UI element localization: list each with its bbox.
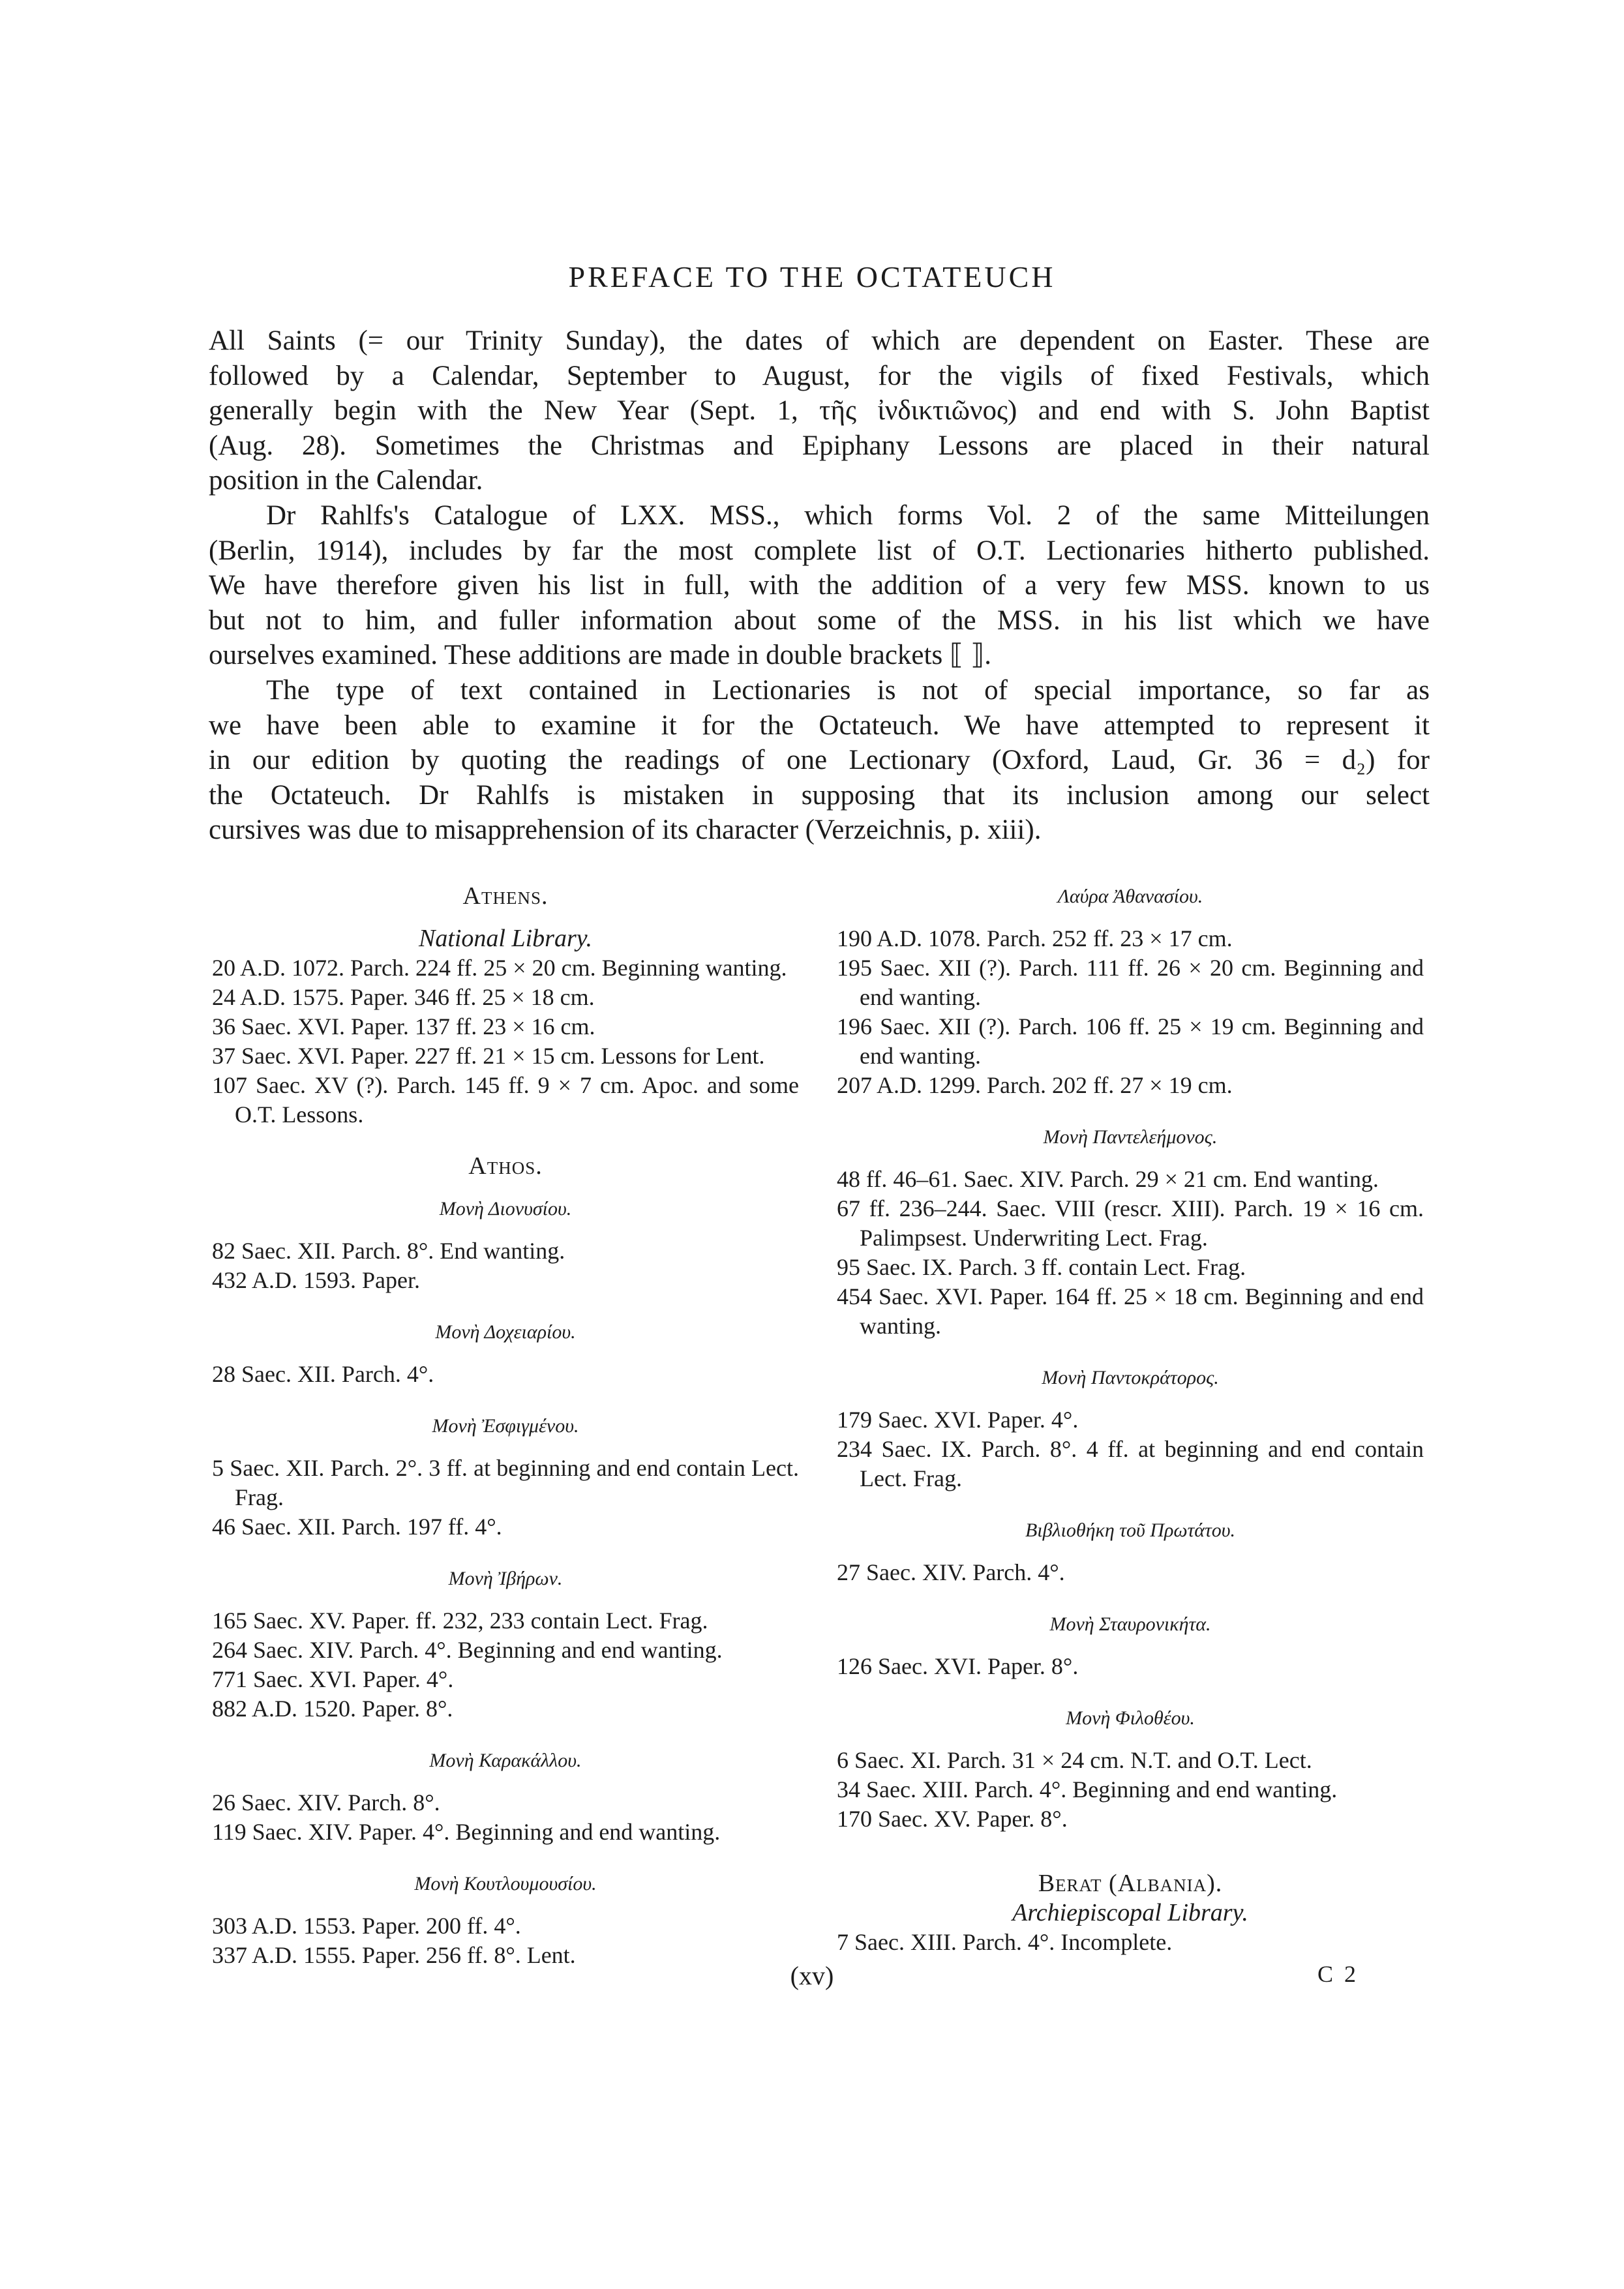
monastery-heading: Μονὴ Ἰβήρων.: [448, 1568, 563, 1589]
monastery-heading: Μονὴ Παντοκράτορος.: [1042, 1367, 1219, 1388]
place-heading-berat: Berat (Albania).: [1038, 1870, 1223, 1897]
ms-entry: 170 Saec. XV. Paper. 8°.: [837, 1806, 1068, 1832]
monastery-heading: Μονὴ Ἐσφιγμένου.: [432, 1415, 579, 1437]
text-line: (Berlin, 1914), includes by far the most complete list of O.T. Lectionaries hitherto published.: [209, 535, 1430, 566]
text-line: we have been able to examine it for the Octateuch. We have attempted to represent it: [209, 710, 1430, 741]
library-heading: National Library.: [418, 925, 593, 952]
signature-mark: C 2: [1317, 1961, 1359, 1987]
text-line: in our edition by quoting the readings of one Lectionary (Oxford, Laud, Gr. 36 = d₂) for: [209, 745, 1430, 776]
ms-entry: 234 Saec. IX. Parch. 8°. 4 ff. at beginning and end contain Lect. Frag.: [837, 1436, 1424, 1491]
ms-entry: 26 Saec. XIV. Parch. 8°.: [212, 1789, 440, 1816]
page-number: (xv): [790, 1961, 834, 1990]
ms-entry: 165 Saec. XV. Paper. ff. 232, 233 contain Lect. Frag.: [212, 1608, 708, 1634]
intro-paragraph-1: [209, 323, 1430, 498]
monastery-heading: Μονὴ Διονυσίου.: [439, 1198, 572, 1219]
ms-entry: 432 A.D. 1593. Paper.: [212, 1267, 420, 1293]
text-line: All Saints (= our Trinity Sunday), the dates of which are dependent on Easter. These are: [209, 325, 1430, 356]
right-column: [837, 882, 1424, 1957]
ms-entry: 454 Saec. XVI. Paper. 164 ff. 25 × 18 cm. Beginning and end wanting.: [837, 1283, 1424, 1339]
ms-entry: 36 Saec. XVI. Paper. 137 ff. 23 × 16 cm.: [212, 1013, 595, 1040]
text-line: generally begin with the New Year (Sept. 1, τῆς ἰνδικτιῶνος) and end with S. John Baptist: [209, 395, 1430, 426]
ms-entry: 27 Saec. XIV. Parch. 4°.: [837, 1559, 1065, 1585]
monastery-heading: Μονὴ Καρακάλλου.: [429, 1750, 582, 1771]
place-heading-athos: Athos.: [468, 1152, 543, 1180]
ms-entry: 6 Saec. XI. Parch. 31 × 24 cm. N.T. and O.T. Lect.: [837, 1747, 1312, 1773]
text-line: cursives was due to misapprehension of its character (Verzeichnis, p. xiii).: [209, 815, 1042, 846]
ms-entry: 303 A.D. 1553. Paper. 200 ff. 4°.: [212, 1913, 521, 1939]
intro-paragraph-2: [209, 498, 1430, 673]
ms-entry: 337 A.D. 1555. Paper. 256 ff. 8°. Lent.: [212, 1942, 576, 1968]
monastery-heading: Μονὴ Κουτλουμουσίου.: [414, 1873, 597, 1894]
text-line: position in the Calendar.: [209, 465, 483, 496]
text-line: We have therefore given his list in full, with the addition of a very few MSS. known to us: [209, 570, 1430, 601]
ms-entry: 82 Saec. XII. Parch. 8°. End wanting.: [212, 1238, 565, 1264]
monastery-heading: Μονὴ Φιλοθέου.: [1066, 1707, 1195, 1729]
ms-entry: 195 Saec. XII (?). Parch. 111 ff. 26 × 20 cm. Beginning and end wanting.: [837, 955, 1424, 1010]
ms-entry: 207 A.D. 1299. Parch. 202 ff. 27 × 19 cm.: [837, 1072, 1233, 1098]
monastery-heading: Λαύρα Ἀθανασίου.: [1057, 886, 1203, 907]
library-heading: Archiepiscopal Library.: [1012, 1899, 1248, 1926]
ms-entry: 196 Saec. XII (?). Parch. 106 ff. 25 × 19 cm. Beginning and end wanting.: [837, 1013, 1424, 1069]
ms-entry: 20 A.D. 1072. Parch. 224 ff. 25 × 20 cm. Beginning wanting.: [212, 955, 787, 981]
ms-entry: 5 Saec. XII. Parch. 2°. 3 ff. at beginning and end contain Lect. Frag.: [212, 1455, 799, 1510]
ms-entry: 264 Saec. XIV. Parch. 4°. Beginning and end wanting.: [212, 1637, 723, 1663]
ms-entry: 882 A.D. 1520. Paper. 8°.: [212, 1696, 453, 1722]
page-title: PREFACE TO THE OCTATEUCH: [568, 260, 1056, 293]
text-line: ourselves examined. These additions are made in double brackets ⟦ ⟧.: [209, 640, 992, 671]
text-line: (Aug. 28). Sometimes the Christmas and Epiphany Lessons are placed in their natural: [209, 430, 1430, 461]
left-column: [212, 882, 799, 1970]
ms-entry: 46 Saec. XII. Parch. 197 ff. 4°.: [212, 1514, 502, 1540]
place-heading-athens: Athens.: [462, 882, 549, 910]
intro-paragraph-3: [209, 673, 1430, 848]
ms-entry: 190 A.D. 1078. Parch. 252 ff. 23 × 17 cm.: [837, 925, 1233, 951]
ms-entry: 28 Saec. XII. Parch. 4°.: [212, 1361, 434, 1387]
ms-entry: 771 Saec. XVI. Paper. 4°.: [212, 1666, 454, 1692]
text-line: followed by a Calendar, September to August, for the vigils of fixed Festivals, which: [209, 360, 1430, 391]
ms-entry: 7 Saec. XIII. Parch. 4°. Incomplete.: [837, 1929, 1173, 1955]
ms-entry: 95 Saec. IX. Parch. 3 ff. contain Lect. Frag.: [837, 1254, 1246, 1280]
intro-text: [209, 323, 1430, 848]
monastery-heading: Βιβλιοθήκη τοῦ Πρωτάτου.: [1025, 1519, 1236, 1541]
text-line: the Octateuch. Dr Rahlfs is mistaken in supposing that its inclusion among our select: [209, 779, 1430, 811]
ms-entry: 119 Saec. XIV. Paper. 4°. Beginning and end wanting.: [212, 1819, 721, 1845]
monastery-heading: Μονὴ Σταυρονικήτα.: [1049, 1613, 1211, 1635]
ms-entry: 48 ff. 46–61. Saec. XIV. Parch. 29 × 21 cm. End wanting.: [837, 1166, 1379, 1192]
text-line: but not to him, and fuller information about some of the MSS. in his list which we have: [209, 605, 1430, 636]
monastery-heading: Μονὴ Δοχειαρίου.: [435, 1321, 576, 1343]
ms-entry: 107 Saec. XV (?). Parch. 145 ff. 9 × 7 cm. Apoc. and some O.T. Lessons.: [212, 1072, 799, 1128]
text-line: Dr Rahlfs's Catalogue of LXX. MSS., which forms Vol. 2 of the same Mitteilungen: [266, 500, 1430, 531]
ms-entry: 126 Saec. XVI. Paper. 8°.: [837, 1653, 1079, 1679]
ms-entry: 67 ff. 236–244. Saec. VIII (rescr. XIII). Parch. 19 × 16 cm. Palimpsest. Underwriting Lect. Frag.: [837, 1195, 1424, 1251]
ms-entry: 37 Saec. XVI. Paper. 227 ff. 21 × 15 cm. Lessons for Lent.: [212, 1043, 765, 1069]
monastery-heading: Μονὴ Παντελεήμονος.: [1043, 1126, 1218, 1148]
ms-entry: 34 Saec. XIII. Parch. 4°. Beginning and end wanting.: [837, 1776, 1338, 1803]
ms-entry: 179 Saec. XVI. Paper. 4°.: [837, 1407, 1079, 1433]
ms-entry: 24 A.D. 1575. Paper. 346 ff. 25 × 18 cm.: [212, 984, 595, 1010]
text-line: The type of text contained in Lectionaries is not of special importance, so far as: [266, 674, 1430, 706]
